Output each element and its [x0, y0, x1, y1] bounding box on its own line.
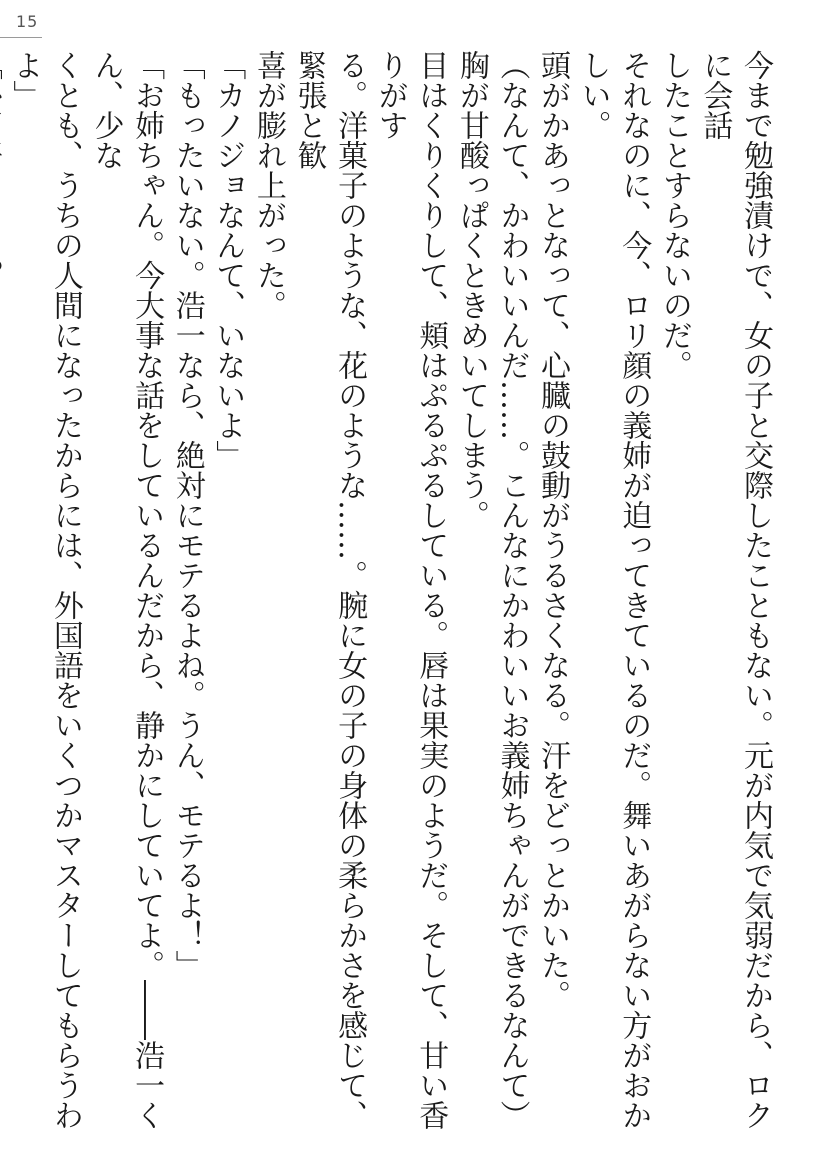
- text-line: それなのに、今、ロリ顔の義姉が迫ってきているのだ。舞いあがらない方がおかしい。: [575, 50, 652, 1130]
- text-line: （なんて、かわいいんだ……。こんなにかわいいお義姉ちゃんができるなんて）: [494, 50, 530, 1130]
- text-line: る。洋菓子のような、花のような……。腕に女の子の身体の柔らかさを感じて、緊張と歓: [291, 50, 368, 1130]
- text-line: くとも、うちの人間になったからには、外国語をいくつかマスターしてもらうわよ」: [7, 50, 83, 1130]
- text-line: 「もったいない。浩一なら、絶対にモテるよね。うん、モテるよ！」: [169, 50, 205, 980]
- text-line: 「お姉ちゃん。今大事な話をしているんだから、静かにしていてよ。――浩一くん、少な: [88, 50, 165, 1130]
- page-number-rule: [0, 37, 42, 38]
- text-line: 今まで勉強漬けで、女の子と交際したこともない。元が内気で気弱だから、ロクに会話: [697, 50, 773, 1130]
- vertical-text-body: [7, 50, 775, 1130]
- text-line: 胸が甘酸っぱくときめいてしまう。: [453, 50, 489, 530]
- text-line: 頭がかあっとなって、心臓の鼓動がうるさくなる。汗をどっとかいた。: [535, 50, 571, 1010]
- text-line: 目はくりくりして、頬はぷるぷるしている。唇は果実のようだ。そして、甘い香りがす: [372, 50, 449, 1130]
- text-line: 喜が膨れ上がった。: [250, 50, 286, 320]
- text-line: したことすらないのだ。: [656, 50, 692, 380]
- text-line: 「カノジョなんて、いないよ」: [210, 50, 246, 470]
- text-line: [0, 50, 4, 1130]
- page-number: 15: [16, 12, 39, 31]
